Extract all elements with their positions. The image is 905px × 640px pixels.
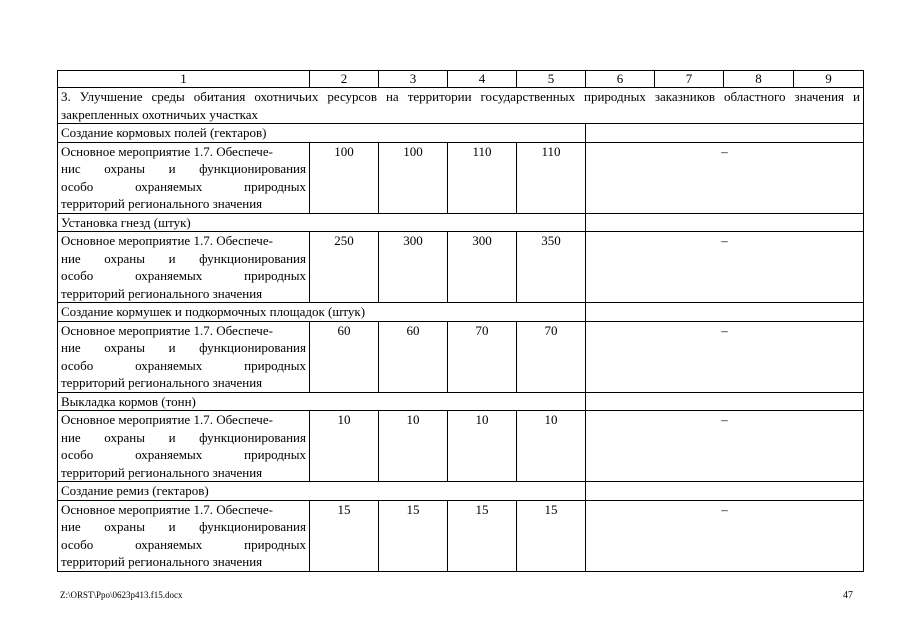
activity-line: территорий регионального значения: [61, 285, 263, 301]
value-cell: 15: [379, 500, 448, 571]
activity-row: [58, 232, 864, 303]
group-title: Создание кормовых полей (гектаров): [58, 124, 586, 143]
activity-row: [58, 500, 864, 571]
value-cell: 350: [517, 232, 586, 303]
footer-file-path: Z:\ORST\Ppo\0623p413.f15.docx: [60, 590, 183, 600]
value-cell: 60: [310, 321, 379, 392]
header-cell: 9: [794, 71, 864, 88]
activity-line: ние охраны и функционирования: [61, 250, 306, 266]
section-title: 3. Улучшение среды обитания охотничьих ресурсов на территории государственных природных заказников областного значения и закрепленных охотничьих участках: [58, 88, 864, 124]
activity-row: [58, 321, 864, 392]
activity-line: Основное мероприятие 1.7. Обеспече-: [61, 233, 273, 248]
value-cell: 10: [379, 411, 448, 482]
group-title-empty: [586, 303, 864, 322]
footer-page-number: 47: [843, 590, 853, 601]
group-title-empty: [586, 482, 864, 501]
value-cell: 60: [379, 321, 448, 392]
value-cell: 70: [448, 321, 517, 392]
dash-cell: –: [586, 142, 864, 213]
value-cell: 110: [517, 142, 586, 213]
group-title: Выкладка кормов (тонн): [58, 392, 586, 411]
header-cell: 2: [310, 71, 379, 88]
value-cell: 300: [448, 232, 517, 303]
group-title-row: [58, 303, 864, 322]
section-row: [58, 88, 864, 124]
value-cell: 15: [310, 500, 379, 571]
dash-cell: –: [586, 411, 864, 482]
dash-cell: –: [586, 500, 864, 571]
activity-name: [58, 142, 310, 213]
activity-name: [58, 321, 310, 392]
activity-line: территорий регионального значения: [61, 196, 263, 211]
value-cell: 100: [310, 142, 379, 213]
value-cell: 250: [310, 232, 379, 303]
activity-name: [58, 500, 310, 571]
group-title: Создание кормушек и подкормочных площадок (штук): [58, 303, 586, 322]
group-title-empty: [586, 213, 864, 232]
value-cell: 300: [379, 232, 448, 303]
value-cell: 15: [448, 500, 517, 571]
activity-row: [58, 411, 864, 482]
dash-cell: –: [586, 232, 864, 303]
program-table: [57, 70, 864, 572]
activity-line: особо охраняемых природных: [61, 447, 306, 462]
activity-name: [58, 411, 310, 482]
value-cell: 10: [310, 411, 379, 482]
header-cell: 8: [724, 71, 794, 88]
header-cell: 5: [517, 71, 586, 88]
header-cell: 6: [586, 71, 655, 88]
value-cell: 15: [517, 500, 586, 571]
group-title-row: [58, 392, 864, 411]
value-cell: 110: [448, 142, 517, 213]
activity-line: особо охраняемых природных: [61, 268, 306, 283]
activity-line: особо охраняемых природных: [61, 178, 306, 194]
header-cell: 7: [655, 71, 724, 88]
activity-line: Основное мероприятие 1.7. Обеспече-: [61, 412, 273, 427]
header-cell: 4: [448, 71, 517, 88]
activity-name: [58, 232, 310, 303]
value-cell: 10: [517, 411, 586, 482]
activity-line: территорий регионального значения: [61, 375, 263, 390]
activity-line: нис охраны и функционирования: [61, 161, 306, 176]
value-cell: 10: [448, 411, 517, 482]
activity-row: [58, 142, 864, 213]
header-cell: 1: [58, 71, 310, 88]
activity-line: особо охраняемых природных: [61, 536, 306, 552]
group-title-row: [58, 124, 864, 143]
activity-line: территорий регионального значения: [61, 554, 263, 569]
activity-line: ние охраны и функционирования: [61, 519, 306, 534]
value-cell: 100: [379, 142, 448, 213]
activity-line: Основное мероприятие 1.7. Обеспече-: [61, 501, 273, 517]
value-cell: 70: [517, 321, 586, 392]
header-row: [58, 71, 864, 88]
activity-line: Основное мероприятие 1.7. Обеспече-: [61, 143, 273, 159]
group-title-empty: [586, 392, 864, 411]
group-title-empty: [586, 124, 864, 143]
group-title-row: [58, 213, 864, 232]
dash-cell: –: [586, 321, 864, 392]
activity-line: ние охраны и функционирования: [61, 340, 306, 355]
group-title: Установка гнезд (штук): [58, 213, 586, 232]
group-title-row: [58, 482, 864, 501]
header-cell: 3: [379, 71, 448, 88]
activity-line: ние охраны и функционирования: [61, 429, 306, 445]
activity-line: территорий регионального значения: [61, 464, 263, 480]
group-title: Создание ремиз (гектаров): [58, 482, 586, 501]
activity-line: особо охраняемых природных: [61, 357, 306, 373]
activity-line: Основное мероприятие 1.7. Обеспече-: [61, 322, 273, 338]
